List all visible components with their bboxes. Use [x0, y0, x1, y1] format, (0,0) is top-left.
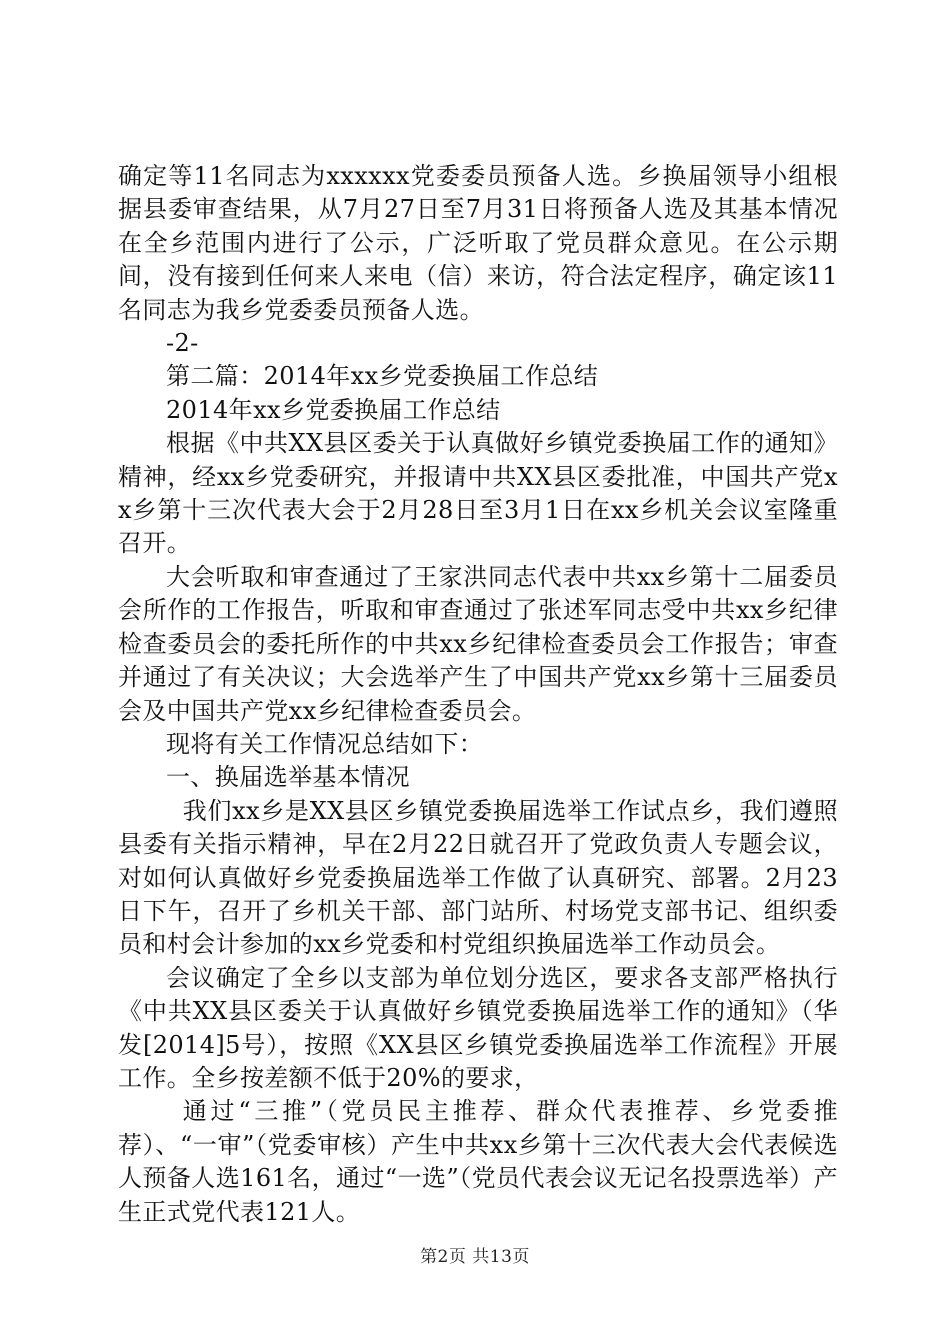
page-footer: 第2页 共13页	[420, 1247, 530, 1267]
paragraph-candidates-confirmed: 确定等11名同志为xxxxxx党委委员预备人选。乡换届领导小组根据县委审查结果，从7月27日至7月31日将预备人选及其基本情况在全乡范围内进行了公示，广泛听取了党员群众意见。在公示期间，没有接到任何来人来电（信）来访，符合法定程序，确定该11名同志为我乡党委委员预备人选。	[118, 162, 838, 324]
section-heading: 第二篇：2014年xx乡党委换届工作总结	[166, 362, 599, 391]
page-marker: -2-	[166, 329, 199, 358]
paragraph-pilot-township: 我们xx乡是XX县区乡镇党委换届选举工作试点乡，我们遵照县委有关指示精神，早在2月22日就召开了党政负责人专题会议，对如何认真做好乡党委换届选举工作做了认真研究、部署。2月23日下午，召开了乡机关干部、部门站所、村场党支部书记、组织委员和村会计参加的xx乡党委和村党组织换届选举工作动员会。	[118, 796, 838, 959]
subheading-basic-situation: 一、换届选举基本情况	[166, 763, 410, 792]
paragraph-electoral-districts: 会议确定了全乡以支部为单位划分选区，要求各支部严格执行《中共XX县区委关于认真做好乡镇党委换届选举工作的通知》（华发[2014]5号），按照《XX县区乡镇党委换届选举工作流程》开展工作。全乡按差额不低于20%的要求，	[118, 963, 838, 1092]
paragraph-summary-intro: 现将有关工作情况总结如下：	[166, 729, 484, 758]
paragraph-meeting-convened: 根据《中共XX县区委关于认真做好乡镇党委换届工作的通知》精神，经xx乡党委研究，并报请中共XX县区委批准，中国共产党xx乡第十三次代表大会于2月28日至3月1日在xx乡机关会议室隆重召开。	[118, 429, 838, 558]
document-body	[118, 160, 838, 1229]
paragraph-recommendation-process: 通过“三推”（党员民主推荐、群众代表推荐、乡党委推荐）、“一审”（党委审核）产生中共xx乡第十三次代表大会代表候选人预备人选161名，通过“一选”（党员代表会议无记名投票选举）产生正式党代表121人。	[118, 1097, 838, 1226]
paragraph-reports-approved: 大会听取和审查通过了王家洪同志代表中共xx乡第十二届委员会所作的工作报告，听取和审查通过了张述军同志受中共xx乡纪律检查委员会的委托所作的中共xx乡纪律检查委员会工作报告；审查并通过了有关决议；大会选举产生了中国共产党xx乡第十三届委员会及中国共产党xx乡纪律检查委员会。	[118, 562, 838, 725]
document-title: 2014年xx乡党委换届工作总结	[166, 395, 501, 424]
